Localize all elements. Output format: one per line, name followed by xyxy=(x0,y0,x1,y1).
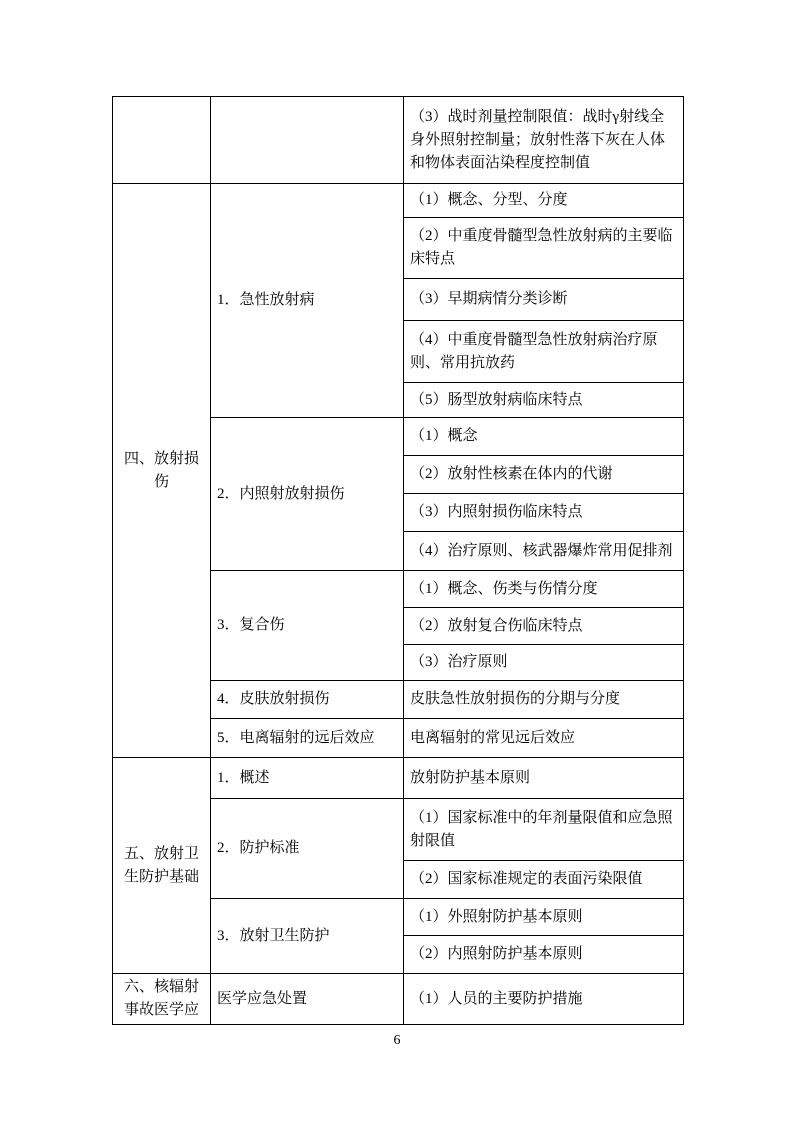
topic-cell-acute-radiation-sickness: 1．急性放射病 xyxy=(211,184,404,418)
detail-cell: （3）早期病情分类诊断 xyxy=(404,279,684,321)
detail-cell: （4）治疗原则、核武器爆炸常用促排剂 xyxy=(404,532,684,571)
detail-cell: 皮肤急性放射损伤的分期与分度 xyxy=(404,681,684,719)
detail-cell: （1）概念、分型、分度 xyxy=(404,184,684,218)
detail-cell: （2）放射性核素在体内的代谢 xyxy=(404,456,684,494)
section-title-cell-radiation-injury: 四、放射损伤 xyxy=(113,184,211,758)
detail-cell: （1）人员的主要防护措施 xyxy=(404,974,684,1025)
topic-cell-skin-radiation-injury: 4．皮肤放射损伤 xyxy=(211,681,404,719)
detail-cell: （1）国家标准中的年剂量限值和应急照射限值 xyxy=(404,799,684,861)
detail-cell: （2）中重度骨髓型急性放射病的主要临床特点 xyxy=(404,218,684,279)
detail-cell: （3）内照射损伤临床特点 xyxy=(404,494,684,532)
topic-cell-internal-irradiation-injury: 2．内照射放射损伤 xyxy=(211,418,404,571)
section-cell-empty xyxy=(113,97,211,184)
topic-cell-combined-injury: 3．复合伤 xyxy=(211,571,404,681)
detail-cell: （2）国家标准规定的表面污染限值 xyxy=(404,861,684,899)
detail-cell: 电离辐射的常见远后效应 xyxy=(404,719,684,758)
detail-cell: （1）概念、伤类与伤情分度 xyxy=(404,571,684,608)
detail-cell: （5）肠型放射病临床特点 xyxy=(404,383,684,418)
topic-cell-radiation-health-protection: 3．放射卫生防护 xyxy=(211,899,404,974)
section-title-cell-nuclear-accident-medical: 六、核辐射事故医学应 xyxy=(113,974,211,1025)
topic-cell-overview: 1．概述 xyxy=(211,758,404,799)
detail-cell: 放射防护基本原则 xyxy=(404,758,684,799)
table-row xyxy=(113,758,684,799)
detail-cell: （3）战时剂量控制限值：战时γ射线全身外照射控制量；放射性落下灰在人体和物体表面沾染程度控制值 xyxy=(404,97,684,184)
syllabus-table xyxy=(112,96,684,1025)
topic-cell-medical-emergency-response: 医学应急处置 xyxy=(211,974,404,1025)
topic-cell-late-effects: 5．电离辐射的远后效应 xyxy=(211,719,404,758)
detail-cell: （2）放射复合伤临床特点 xyxy=(404,608,684,645)
table-row xyxy=(113,184,684,218)
detail-cell: （4）中重度骨髓型急性放射病治疗原则、常用抗放药 xyxy=(404,321,684,383)
detail-cell: （1）概念 xyxy=(404,418,684,456)
section-title-cell-radiation-health-protection: 五、放射卫生防护基础 xyxy=(113,758,211,974)
table-row xyxy=(113,974,684,1025)
topic-cell-protection-standards: 2．防护标准 xyxy=(211,799,404,899)
detail-cell: （3）治疗原则 xyxy=(404,645,684,681)
table-row xyxy=(113,97,684,184)
page-number: 6 xyxy=(393,1033,401,1048)
topic-cell-empty xyxy=(211,97,404,184)
detail-cell: （1）外照射防护基本原则 xyxy=(404,899,684,936)
detail-cell: （2）内照射防护基本原则 xyxy=(404,936,684,974)
